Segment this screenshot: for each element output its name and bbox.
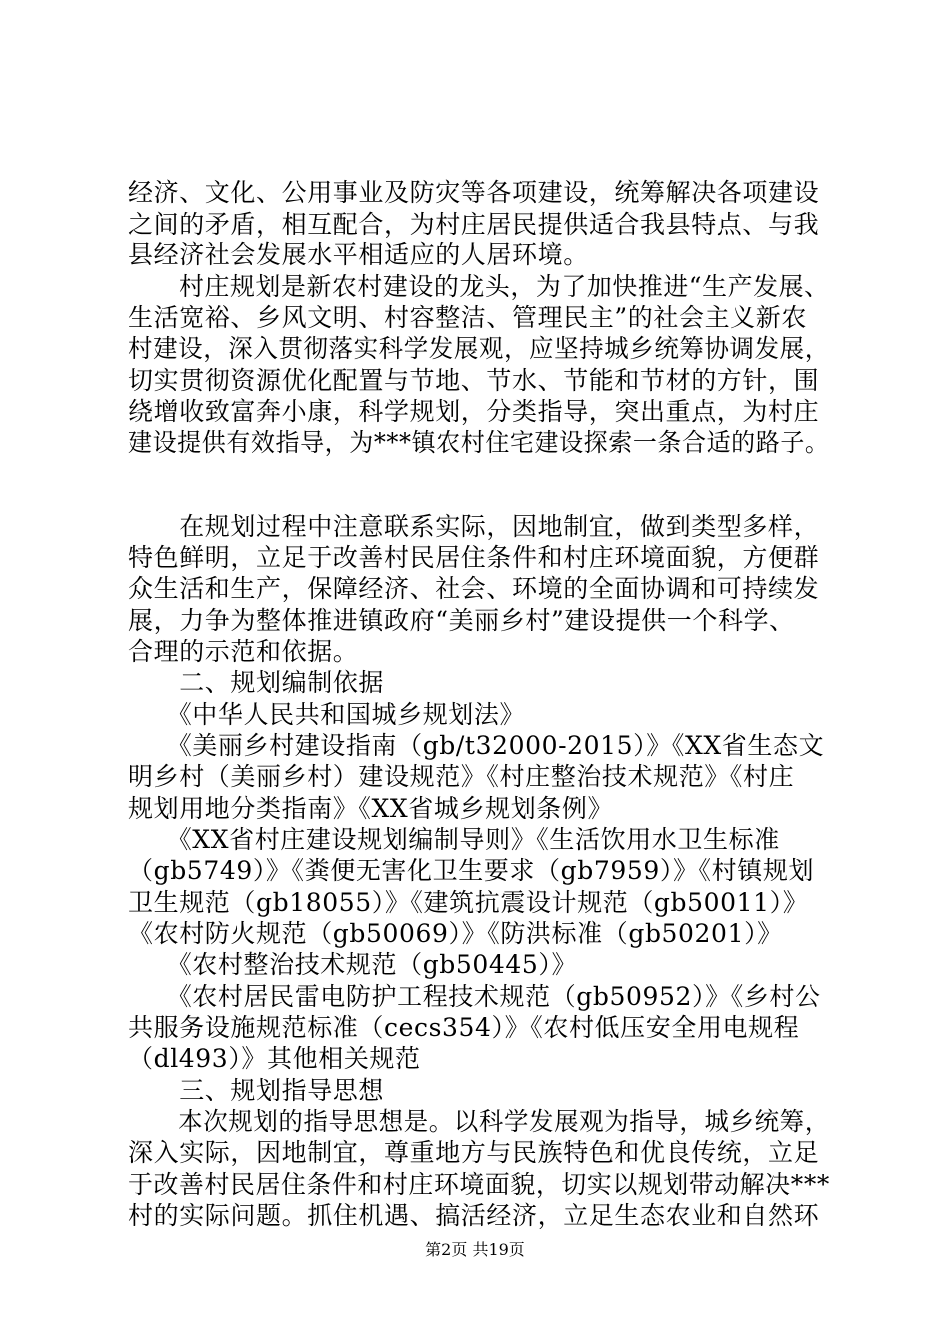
text-line: 《XX省村庄建设规划编制导则》《生活饮用水卫生标准 — [128, 825, 780, 854]
text-line: 《农村整治技术规范（gb50445）》 — [128, 950, 578, 979]
text-line: 众生活和生产，保障经济、社会、环境的全面协调和可持续发 — [128, 574, 820, 603]
text-line: 规划用地分类指南》《XX省城乡规划条例》 — [128, 794, 614, 823]
text-line: 明乡村（美丽乡村）建设规范》《村庄整治技术规范》《村庄 — [128, 762, 795, 791]
text-line: 特色鲜明，立足于改善村民居住条件和村庄环境面貌，方便群 — [128, 543, 820, 572]
text-line: 经济、文化、公用事业及防灾等各项建设，统筹解决各项建设 — [128, 178, 820, 207]
text-line: 县经济社会发展水平相适应的人居环境。 — [128, 240, 589, 269]
text-line: 村的实际问题。抓住机遇、搞活经济，立足生态农业和自然环 — [128, 1201, 820, 1230]
text-line: 生活宽裕、乡风文明、村容整洁、管理民主”的社会主义新农 — [128, 303, 807, 332]
text-line: 于改善村民居住条件和村庄环境面貌，切实以规划带动解决*** — [128, 1170, 830, 1199]
text-line: 之间的矛盾，相互配合，为村庄居民提供适合我县特点、与我 — [128, 210, 820, 239]
section-heading: 二、规划编制依据 — [128, 668, 385, 697]
text-line: 《美丽乡村建设指南（gb/t32000-2015）》《XX省生态文 — [128, 731, 825, 760]
text-line: 展，力争为整体推进镇政府“美丽乡村”建设提供一个科学、 — [128, 606, 795, 635]
section-heading: 三、规划指导思想 — [128, 1076, 385, 1105]
text-line: 在规划过程中注意联系实际，因地制宜，做到类型多样， — [128, 512, 820, 541]
text-line: 村庄规划是新农村建设的龙头，为了加快推进“生产发展、 — [128, 272, 830, 301]
text-line: 《农村防火规范（gb50069）》《防洪标准（gb50201）》 — [128, 919, 783, 948]
text-line: 绕增收致富奔小康，科学规划，分类指导，突出重点，为村庄 — [128, 397, 820, 426]
text-line: 共服务设施规范标准（cecs354）》《农村低压安全用电规程 — [128, 1013, 800, 1042]
text-line: 建设提供有效指导，为***镇农村住宅建设探索一条合适的路子。 — [128, 428, 830, 457]
text-line: 村建设，深入贯彻落实科学发展观，应坚持城乡统筹协调发展， — [128, 334, 830, 363]
text-line: 深入实际，因地制宜，尊重地方与民族特色和优良传统，立足 — [128, 1138, 820, 1167]
text-line: （dl493）》其他相关规范 — [128, 1044, 421, 1073]
text-line: 卫生规范（gb18055）》《建筑抗震设计规范（gb50011）》 — [128, 888, 809, 917]
text-line: （gb5749）》《粪便无害化卫生要求（gb7959）》《村镇规划 — [128, 856, 815, 885]
text-line: 《中华人民共和国城乡规划法》 — [128, 700, 526, 729]
page-number-footer: 第2页 共19页 — [425, 1240, 525, 1259]
text-line: 切实贯彻资源优化配置与节地、节水、节能和节材的方针，围 — [128, 366, 820, 395]
text-line: 《农村居民雷电防护工程技术规范（gb50952）》《乡村公 — [128, 982, 821, 1011]
text-line: 本次规划的指导思想是。以科学发展观为指导，城乡统筹， — [128, 1107, 830, 1136]
text-line: 合理的示范和依据。 — [128, 637, 359, 666]
